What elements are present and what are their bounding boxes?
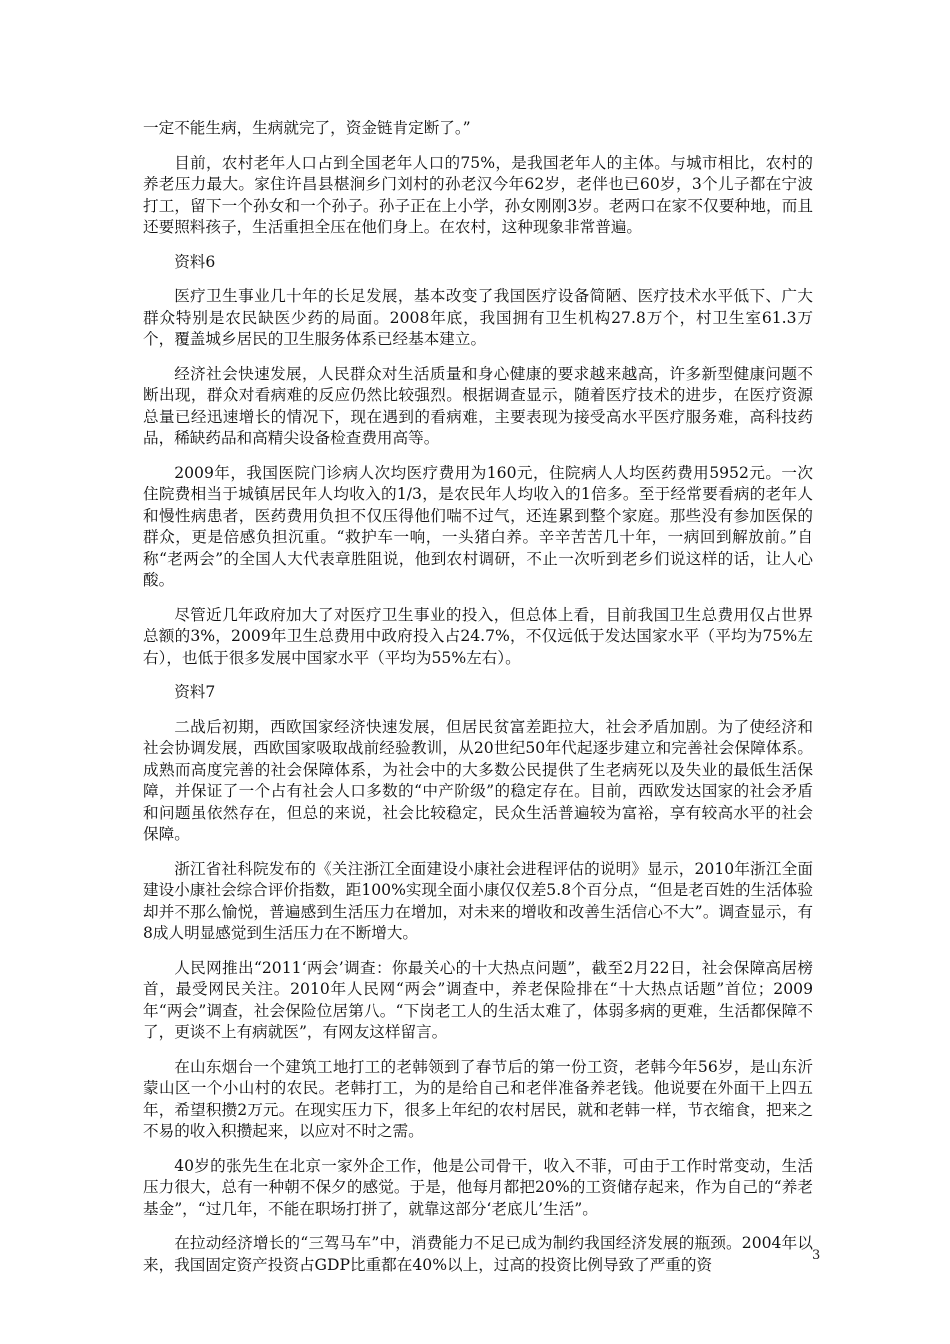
paragraph: 目前，农村老年人口占到全国老年人口的75%，是我国老年人的主体。与城市相比，农村的养老压力最大。家住许昌县椹涧乡门刘村的孙老汉今年62岁，老伴也已60岁，3个儿子都在宁波打工，留下一个孙女和一个孙子。孙子正在上小学，孙女刚刚3岁。老两口在家不仅要种地，而且还要照料孩子，生活重担全压在他们身上。在农村，这种现象非常普遍。	[143, 153, 813, 236]
paragraph: 一定不能生病，生病就完了，资金链肯定断了。”	[143, 119, 471, 137]
paragraph: 人民网推出“2011‘两会’调查：你最关心的十大热点问题”，截至2月22日，社会保障高居榜首，最受网民关注。2010年人民网“两会”调查中，养老保险排在“十大热点话题”首位；2009年“两会”调查，社会保险位居第八。“下岗老工人的生活太难了，体弱多病的更难，生活都保障不了，更谈不上有病就医”，有网友这样留言。	[143, 958, 813, 1041]
paragraph: 在山东烟台一个建筑工地打工的老韩领到了春节后的第一份工资，老韩今年56岁，是山东沂蒙山区一个小山村的农民。老韩打工，为的是给自己和老伴准备养老钱。他说要在外面干上四五年，希望积攒2万元。在现实压力下，很多上年纪的农村居民，就和老韩一样，节衣缩食，把来之不易的收入积攒起来，以应对不时之需。	[143, 1057, 813, 1140]
paragraph: 尽管近几年政府加大了对医疗卫生事业的投入，但总体上看，目前我国卫生总费用仅占世界总额的3%，2009年卫生总费用中政府投入占24.7%，不仅远低于发达国家水平（平均为75%左右），也低于很多发展中国家水平（平均为55%左右）。	[143, 605, 813, 667]
section-heading: 资料6	[174, 252, 216, 271]
section-heading: 资料7	[174, 683, 216, 701]
paragraph: 40岁的张先生在北京一家外企工作，他是公司骨干，收入不菲，可由于工作时常变动，生活压力很大，总有一种朝不保夕的感觉。于是，他每月都把20%的工资储存起来，作为自己的“养老基金”，“过几年，不能在职场打拼了，就靠这部分‘老底儿’生活”。	[143, 1156, 813, 1218]
paragraph: 经济社会快速发展，人民群众对生活质量和身心健康的要求越来越高，许多新型健康问题不断出现，群众对看病难的反应仍然比较强烈。根据调查显示，随着医疗技术的进步，在医疗资源总量已经迅速增长的情况下，现在遇到的看病难，主要表现为接受高水平医疗服务难，高科技药品，稀缺药品和高精尖设备检查费用高等。	[143, 364, 813, 447]
paragraph: 浙江省社科院发布的《关注浙江全面建设小康社会进程评估的说明》显示，2010年浙江全面建设小康社会综合评价指数，距100%实现全面小康仅仅差5.8个百分点，“但是老百姓的生活体验却并不那么愉悦，普遍感到生活压力在增加，对未来的增收和改善生活信心不大”。调查显示，有8成人明显感觉到生活压力在不断增大。	[143, 859, 813, 942]
document-body	[143, 118, 813, 1289]
page-number: 3	[812, 1248, 821, 1263]
paragraph: 2009年，我国医院门诊病人次均医疗费用为160元，住院病人人均医药费用5952元。一次住院费相当于城镇居民年人均收入的1/3，是农民年人均收入的1倍多。至于经常要看病的老年人和慢性病患者，医药费用负担不仅压得他们喘不过气，还连累到整个家庭。那些没有参加医保的群众，更是倍感负担沉重。“救护车一响，一头猪白养。辛辛苦苦几十年，一病回到解放前。”自称“老两会”的全国人大代表章胜阻说，他到农村调研，不止一次听到老乡们说这样的话，让人心酸。	[143, 463, 813, 589]
paragraph: 在拉动经济增长的“三驾马车”中，消费能力不足已成为制约我国经济发展的瓶颈。2004年以来，我国固定资产投资占GDP比重都在40%以上，过高的投资比例导致了严重的资	[143, 1234, 813, 1274]
paragraph: 二战后初期，西欧国家经济快速发展，但居民贫富差距拉大，社会矛盾加剧。为了使经济和社会协调发展，西欧国家吸取战前经验教训，从20世纪50年代起逐步建立和完善社会保障体系。成熟而高度完善的社会保障体系，为社会中的大多数公民提供了生老病死以及失业的最低生活保障，并保证了一个占有社会人口多数的“中产阶级”的稳定存在。目前，西欧发达国家的社会矛盾和问题虽依然存在，但总的来说，社会比较稳定，民众生活普遍较为富裕，享有较高水平的社会保障。	[143, 717, 813, 843]
paragraph: 医疗卫生事业几十年的长足发展，基本改变了我国医疗设备简陋、医疗技术水平低下、广大群众特别是农民缺医少药的局面。2008年底，我国拥有卫生机构27.8万个，村卫生室61.3万个，覆盖城乡居民的卫生服务体系已经基本建立。	[143, 287, 813, 348]
